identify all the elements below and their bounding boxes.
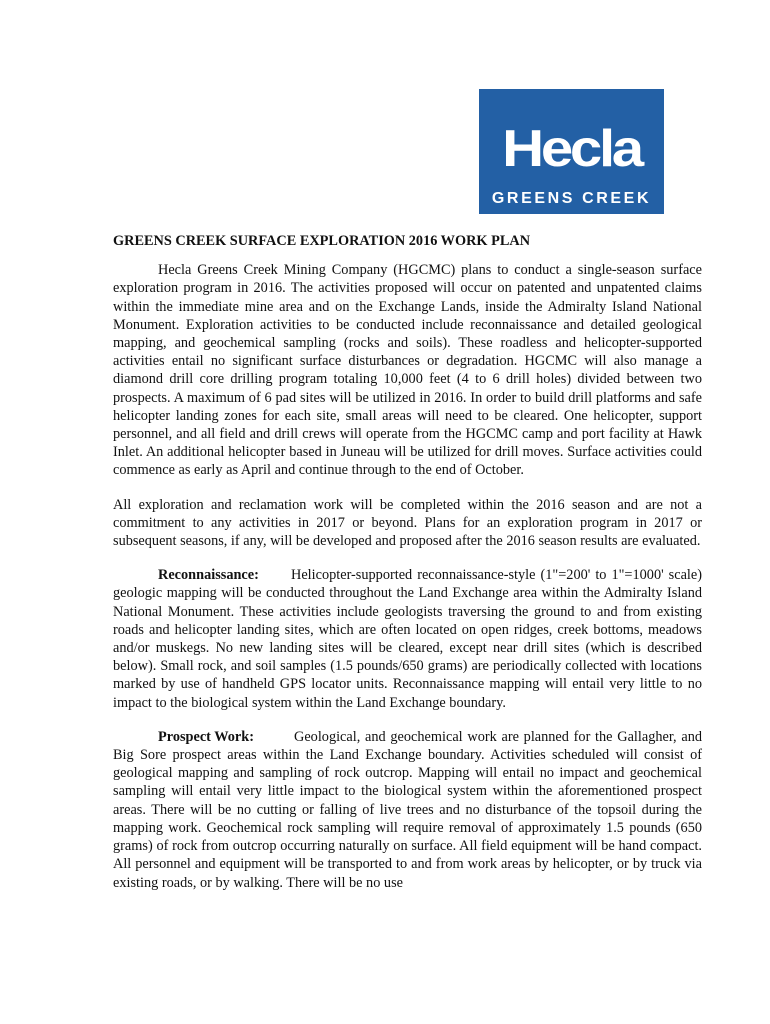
intro-paragraph: Hecla Greens Creek Mining Company (HGCMC) plans to conduct a single-season surface exploration program in 2016. The activities proposed will occur on patented and unpatented claims within the immediate mine area and on the Exchange Lands, inside the Admiralty Island National Monument. Exploration activities to be conducted include reconnaissance and detailed geological mapping, and geochemical sampling (rocks and soils). These roadless and helicopter-supported activities entail no significant surface disturbances or degradation. HGCMC will also manage a diamond drill core drilling program totaling 10,000 feet (4 to 6 drill holes) divided between two prospects. A maximum of 6 pad sites will be utilized in 2016. In order to build drill platforms and safe helicopter landing zones for each site, small areas will need to be cleared. One helicopter, support personnel, and all field and drill crews will operate from the HGCMC camp and port facility at Hawk Inlet. An additional helicopter based in Juneau will be utilized for drill moves. Surface activities could commence as early as April and continue through to the end of October. (113, 262, 702, 479)
commitment-paragraph: All exploration and reclamation work will be completed within the 2016 season and are not a commitment to any activities in 2017 or beyond. Plans for an exploration program in 2017 or subsequent seasons, if any, will be developed and proposed after the 2016 season results are evaluated. (113, 496, 702, 550)
prospect-work-section (113, 728, 702, 892)
reconnaissance-heading: Reconnaissance: (158, 567, 259, 584)
prospect-work-heading: Prospect Work: (158, 728, 254, 745)
prospect-work-text: Geological, and geochemical work are planned for the Gallagher, and Big Sore prospect areas within the Land Exchange boundary. Activities scheduled will consist of geological mapping and sampling of rock outcrop. Mapping will entail no impact and geochemical sampling will entail very little impact to the biological system within the aforementioned prospect areas. There will be no cutting or falling of live trees and no disturbance of the topsoil during the mapping work. Geochemical rock sampling will require removal of approximately 1.5 pounds (650 grams) of rock from outcrop occurring naturally on surface. All field equipment will be hand compact. All personnel and equipment will be transported to and from work areas by helicopter, or by truck via existing roads, or by walking. There will be no use (113, 728, 702, 891)
logo-wordmark: Hecla (502, 120, 641, 178)
hecla-logo (479, 89, 664, 214)
document-body (113, 232, 702, 908)
reconnaissance-text: Helicopter-supported reconnaissance-style (1"=200' to 1"=1000' scale) geologic mapping will be conducted throughout the Land Exchange area within the Admiralty Island National Monument. These activities include geologists traversing the ground to and from existing roads and helicopter landing sites, which are often located on open ridges, creek bottoms, meadows and/or muskegs. No new landing sites will be cleared, except near drill sites (which is described below). Small rock, and soil samples (1.5 pounds/650 grams) are periodically collected with locations marked by use of handheld GPS locator units. Reconnaissance mapping will entail very little to no impact to the biological system within the Land Exchange boundary. (113, 567, 702, 711)
logo-subtitle: GREENS CREEK (491, 190, 652, 207)
page-title: GREENS CREEK SURFACE EXPLORATION 2016 WORK PLAN (113, 233, 531, 249)
reconnaissance-section (113, 566, 702, 712)
